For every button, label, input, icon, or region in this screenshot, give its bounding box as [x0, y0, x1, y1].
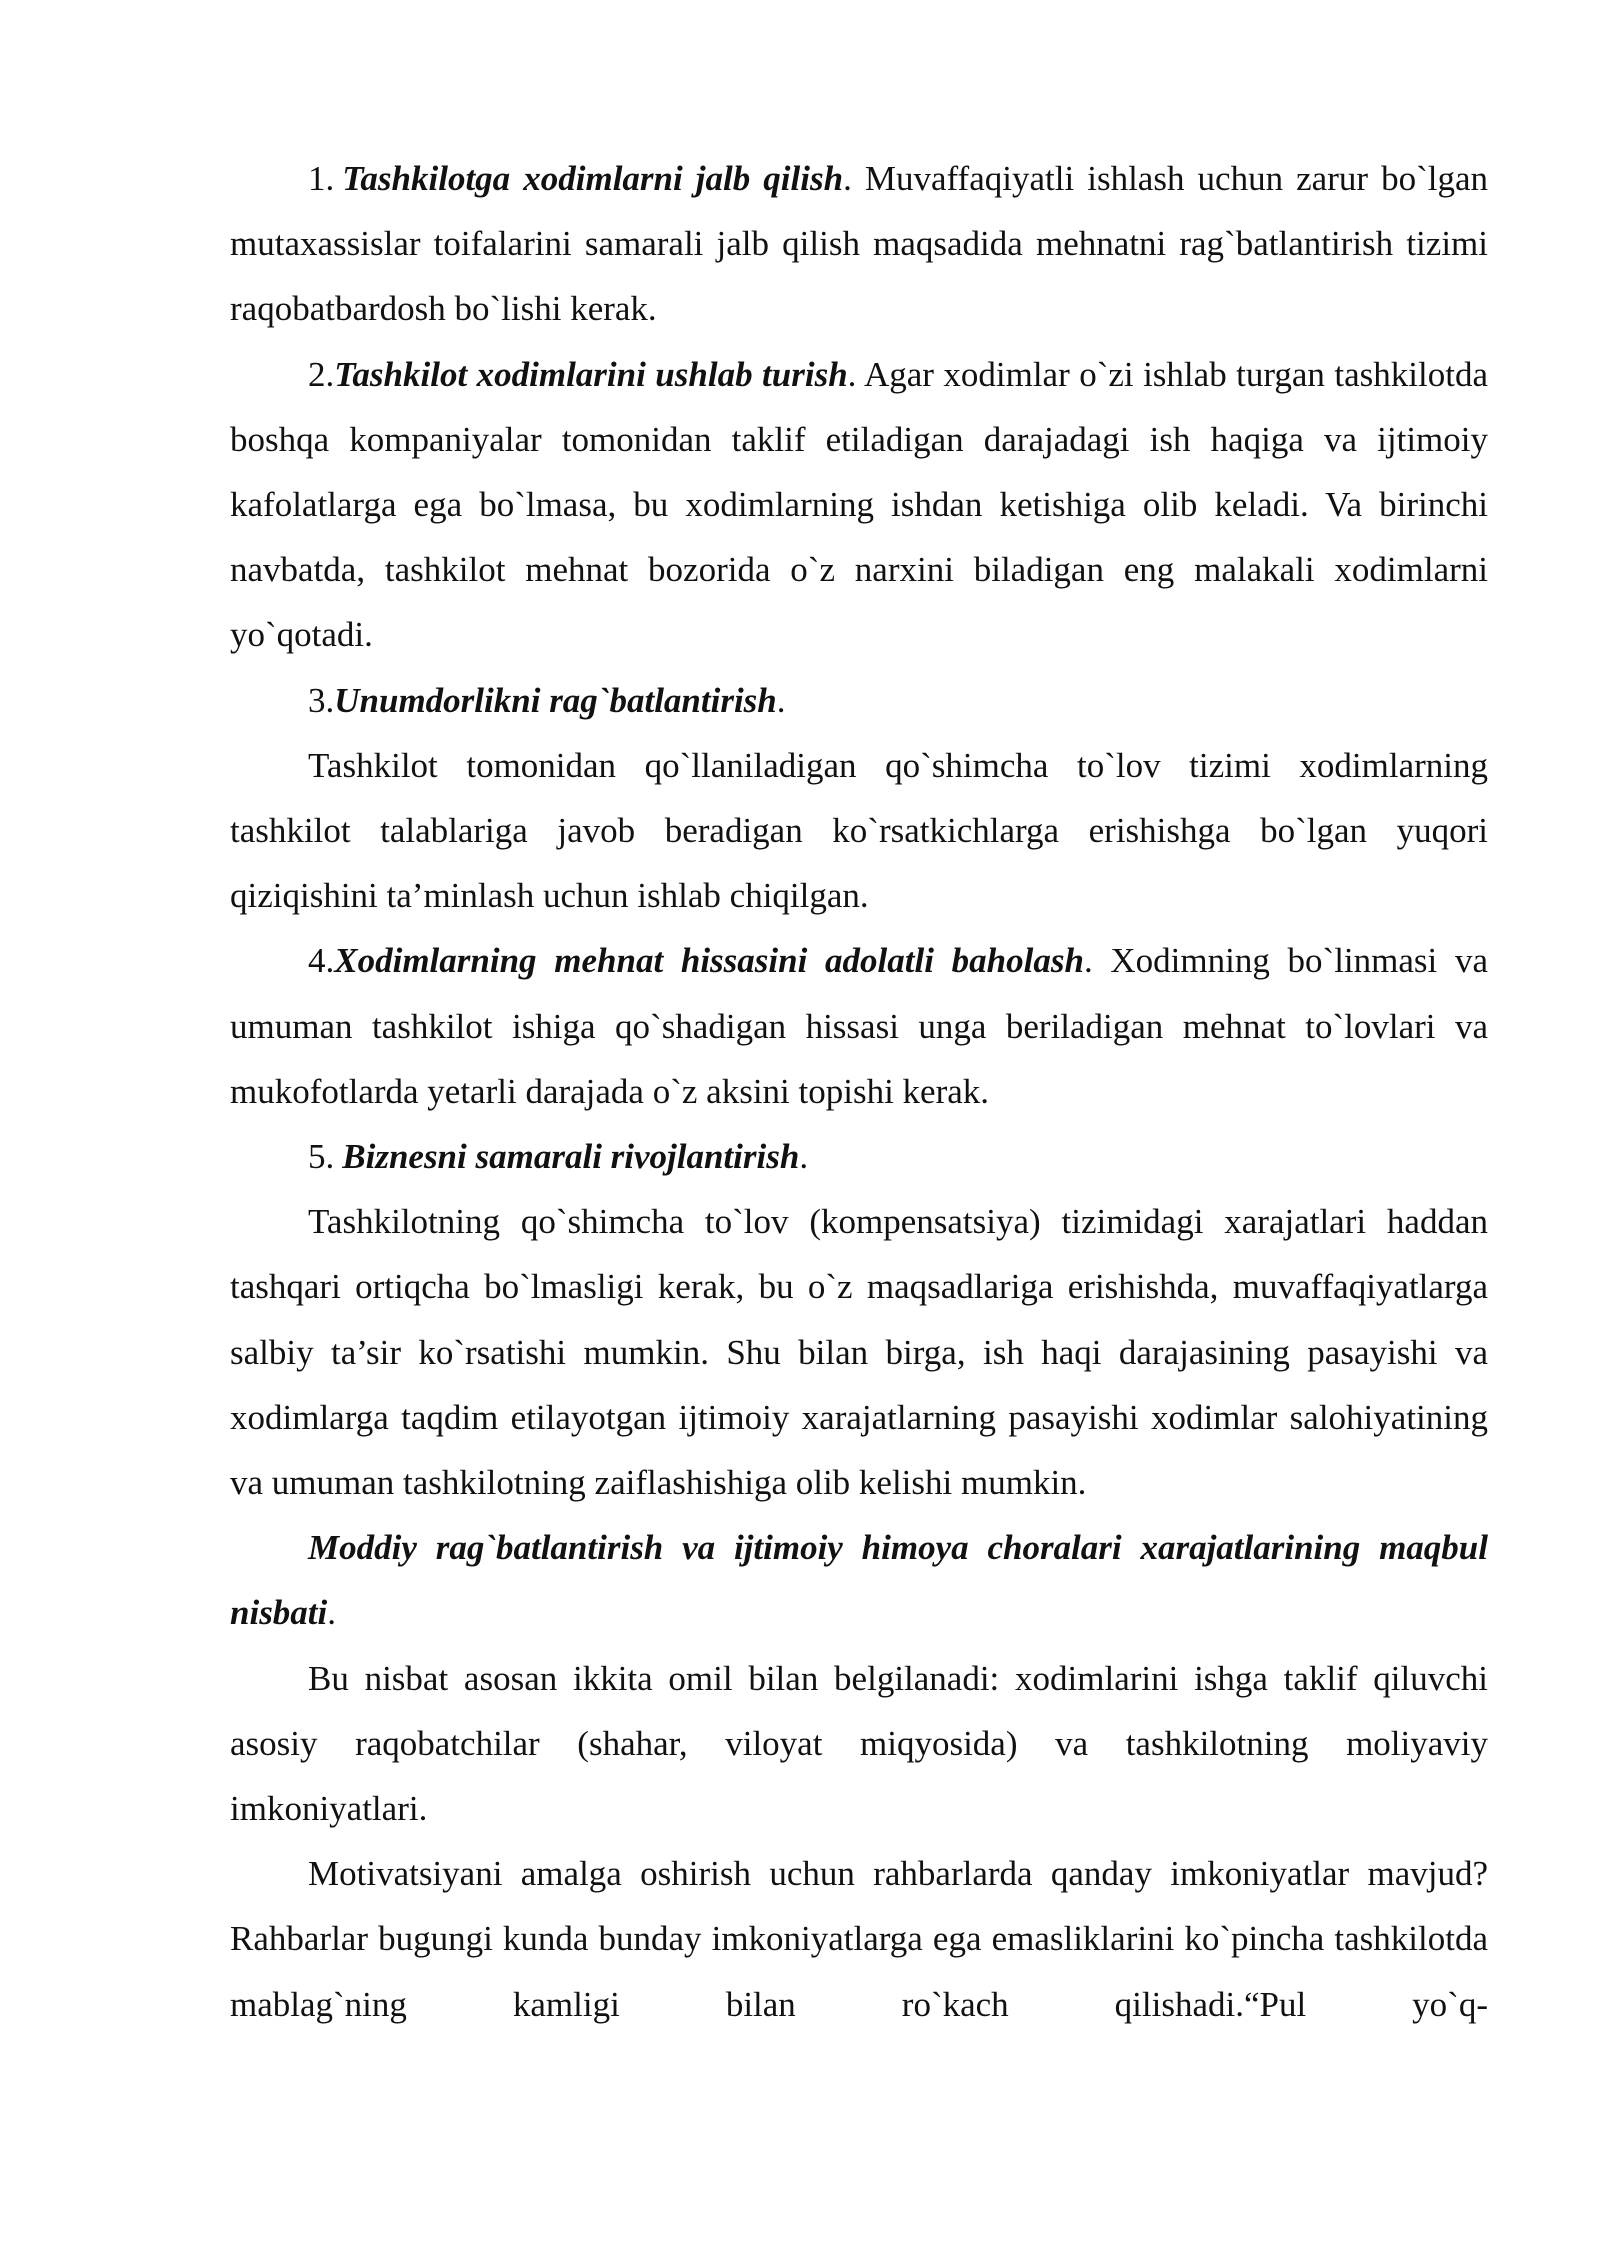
item-title: Tashkilotga xodimlarni jalb qilish [342, 159, 844, 198]
item-title: Unumdorlikni rag`batlantirish [334, 680, 777, 720]
item-title: Xodimlarning mehnat hissasini adolatli baholash [334, 941, 1084, 981]
paragraph-5 [230, 928, 1488, 1124]
paragraph-1 [230, 146, 1488, 342]
paragraph-4 [230, 733, 1488, 929]
title-dot: . [776, 680, 786, 720]
paragraph-8 [230, 1515, 1488, 1645]
item-number: 4. [308, 941, 335, 981]
document-page [230, 146, 1488, 2037]
section-heading: Moddiy rag`batlantirish va ijtimoiy himoya choralari xarajatlarining maqbul nisbati [230, 1528, 1488, 1633]
item-title: Biznesni samarali rivojlantirish [342, 1137, 800, 1177]
paragraph-7 [230, 1189, 1488, 1515]
paragraph-9 [230, 1646, 1488, 1842]
title-dot: . [847, 354, 857, 394]
paragraph-text: Motivatsiyani amalga oshirish uchun rahbarlarda qanday imkoniyatlar mavjud? Rahbarlar bugungi kunda bunday imkoniyatlarga ega emasliklarini ko`pincha tashkilotda mablag`ning kamligi bilan ro`kach qilishadi.“Pul yo`q- [230, 1854, 1488, 2024]
paragraph-text: Tashkilotning qo`shimcha to`lov (kompensatsiya) tizimidagi xarajatlari haddan tashqari ortiqcha bo`lmasligi kerak, bu o`z maqsadlariga erishishda, muvaffaqiyatlarga salbiy ta’sir ko`rsatishi mumkin. Shu bilan birga, ish haqi darajasining pasayishi va xodimlarga taqdim etilayotgan ijtimoiy xarajatlarning pasayishi xodimlar salohiyatining va umuman tashkilotning zaiflashishiga olib kelishi mumkin. [230, 1202, 1488, 1503]
item-number: 2. [308, 354, 335, 394]
paragraph-10 [230, 1841, 1488, 2037]
paragraph-text: Xodimning bo`linmasi va umuman tashkilot ishiga qo`shadigan hissasi unga beriladigan mehnat to`lovlari va mukofotlarda yetarli darajada o`z aksini topishi kerak. [230, 941, 1489, 1111]
paragraph-6 [230, 1124, 1488, 1189]
title-dot: . [327, 1593, 337, 1633]
paragraph-text: Muvaffaqiyatli ishlash uchun zarur bo`lgan mutaxassislar toifalarini samarali jalb qilish maqsadida mehnatni rag`batlantirish tizimi raqobatbardosh bo`lishi kerak. [230, 159, 1488, 329]
paragraph-text: Bu nisbat asosan ikkita omil bilan belgilanadi: xodimlarini ishga taklif qiluvchi asosiy raqobatchilar (shahar, viloyat miqyosida) va tashkilotning moliyaviy imkoniyatlari. [230, 1658, 1488, 1829]
item-title: Tashkilot xodimlarini ushlab turish [334, 354, 848, 394]
item-number: 1. [308, 159, 335, 198]
paragraph-2 [230, 342, 1488, 668]
paragraph-text: Agar xodimlar o`zi ishlab turgan tashkilotda boshqa kompaniyalar tomonidan taklif etiladigan darajadagi ish haqiga va ijtimoiy kafolatlarga ega bo`lmasa, bu xodimlarning ishdan ketishiga olib keladi. Va birinchi navbatda, tashkilot mehnat bozorida o`z narxini biladigan eng malakali xodimlarni yo`qotadi. [230, 354, 1488, 655]
title-dot: . [1083, 941, 1093, 981]
paragraph-3 [230, 668, 1488, 733]
paragraph-text: Tashkilot tomonidan qo`llaniladigan qo`shimcha to`lov tizimi xodimlarning tashkilot talablariga javob beradigan ko`rsatkichlarga erishishga bo`lgan yuqori qiziqishini ta’minlash uchun ishlab chiqilgan. [230, 745, 1488, 916]
title-dot: . [799, 1137, 809, 1177]
item-number: 5. [308, 1137, 335, 1177]
item-number: 3. [308, 680, 335, 720]
title-dot: . [843, 159, 852, 198]
